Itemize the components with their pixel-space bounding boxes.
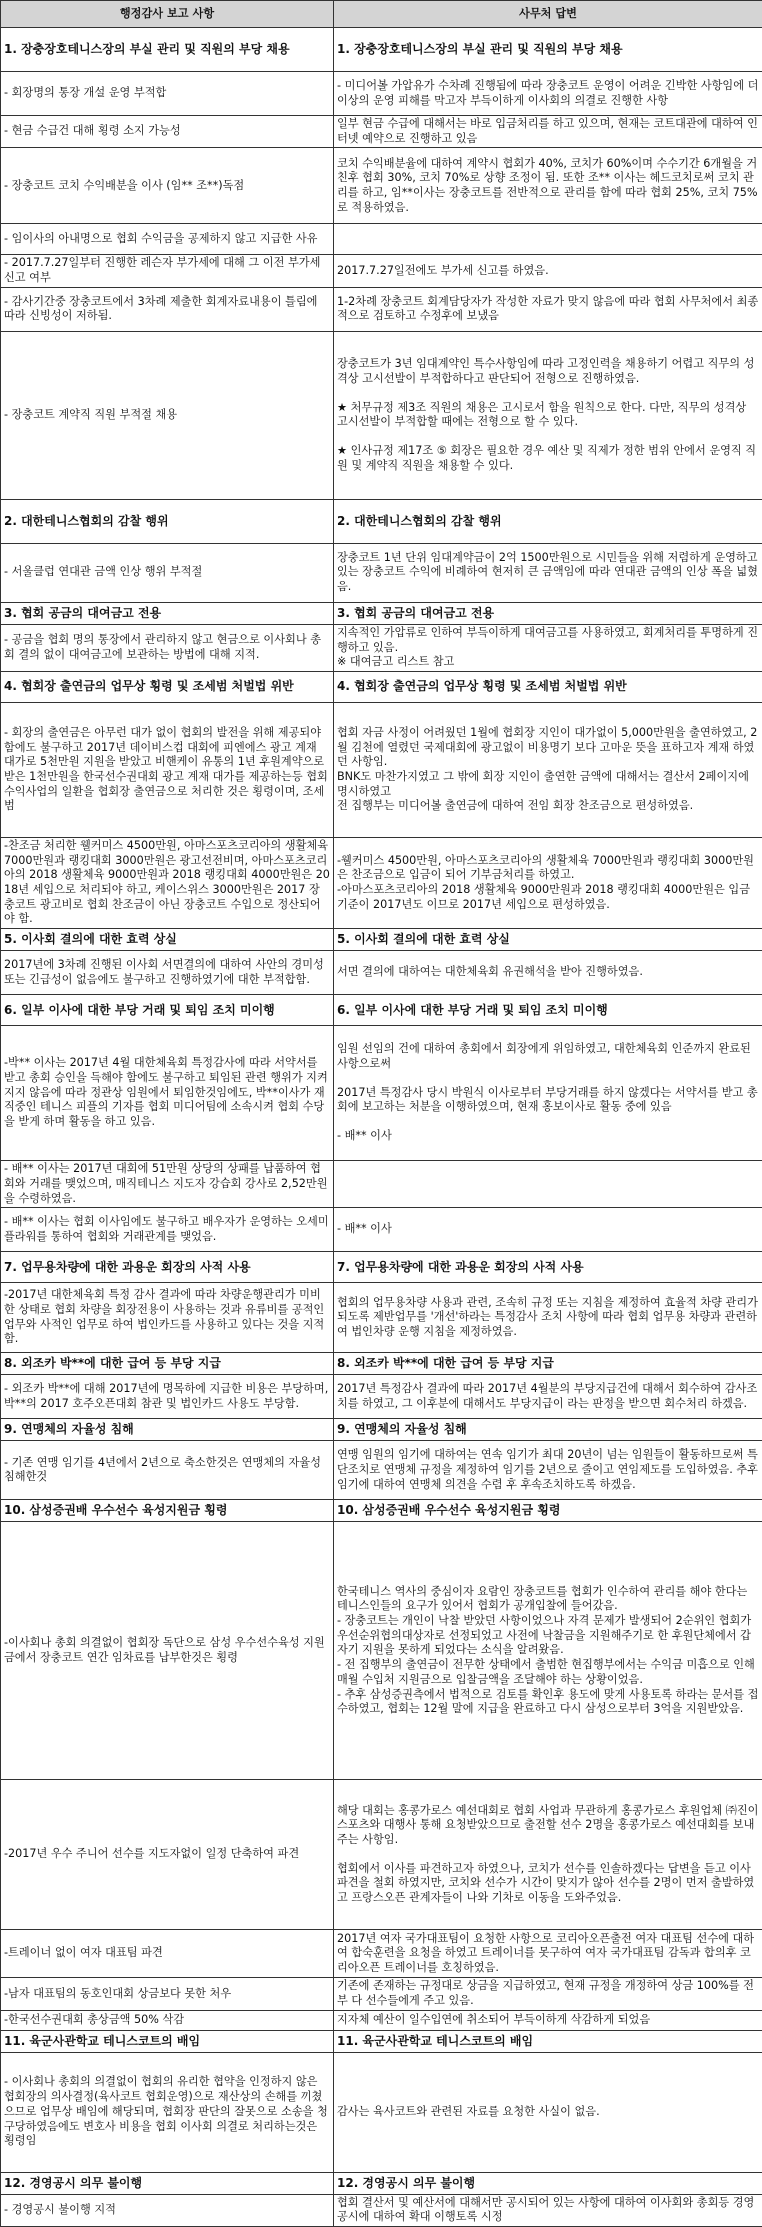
response-cell [334, 1283, 762, 1353]
response-text: 5. 이사회 결의에 대한 효력 상실 [337, 932, 759, 947]
table-row [1, 287, 762, 331]
audit-item-cell [1, 837, 334, 928]
response-cell [334, 331, 762, 499]
audit-item-cell [1, 148, 334, 224]
response-text: 협회 자금 사정이 어려웠던 1월에 협회장 지인이 대가없이 5,000만원을 출연하였고, 2월 김천에 열렸던 국제대회에 광고없이 비용명기 보다 고마운 뜻을 표하고자 계재 하였던 사항임. [337, 726, 759, 770]
response-cell [334, 2030, 762, 2052]
response-text: 8. 외조카 박**에 대한 급여 등 부당 지급 [337, 1356, 759, 1371]
response-cell [334, 116, 762, 148]
audit-item-text: - 배** 이사는 2017년 대회에 51만원 상당의 상패를 납품하여 협회와 거래를 맺었으며, 매직테니스 지도자 강습회 강사로 2,52만원을 수령하였음. [4, 1162, 330, 1206]
table-row [1, 72, 762, 116]
section-heading-row [1, 602, 762, 624]
table-row [1, 1441, 762, 1500]
response-text: 임원 선임의 건에 대하여 총회에서 회장에게 위임하였고, 대한체육회 인준까지 완료된 사항으로써 [337, 1042, 759, 1071]
response-text: 코치 수익배분율에 대하여 계약시 협회가 40%, 코치가 60%이며 수수기간 6개월을 거친후 협회 30%, 코치 70%로 상향 조정이 됨. 또한 조** 이사는 헤드코치로써 코치 관리를 하고, 임**이사는 장충코트를 전반적으로 관리를 함에 따라 협회 25%, 코치 75%로 적용하였음. [337, 157, 759, 216]
response-text: 장충코트가 3년 임대계약인 특수사항임에 따라 고정인력을 채용하기 어렵고 직무의 성격상 고시선발이 부적합하다고 판단되어 전형으로 진행하였음. [337, 357, 759, 386]
table-row [1, 1522, 762, 1780]
response-text: 지속적인 가압류로 인하여 부득이하게 대여금고를 사용하였고, 회계처리를 투명하게 진행하고 있음. [337, 626, 759, 655]
audit-item-text: 12. 경영공시 의무 불이행 [4, 2176, 330, 2191]
audit-item-text: -트레이너 없이 여자 대표팀 파견 [4, 1946, 330, 1961]
table-row [1, 116, 762, 148]
audit-item-text: - 공금을 협회 명의 통장에서 관리하지 않고 현금으로 이사회나 총회 결의 없이 대여금고에 보관하는 방법에 대해 지적. [4, 633, 330, 662]
section-heading-row [1, 28, 762, 72]
response-cell [334, 602, 762, 624]
audit-item-cell [1, 116, 334, 148]
response-text: 서면 결의에 대하여는 대한체육회 유권해석을 받아 진행하였음. [337, 965, 759, 980]
response-text: 12. 경영공시 의무 불이행 [337, 2176, 759, 2191]
audit-item-cell [1, 2030, 334, 2052]
response-cell [334, 995, 762, 1026]
response-cell [334, 951, 762, 995]
audit-item-cell [1, 671, 334, 702]
audit-item-text: 8. 외조카 박**에 대한 급여 등 부당 지급 [4, 1356, 330, 1371]
audit-item-cell [1, 1500, 334, 1522]
response-cell [334, 28, 762, 72]
response-text: 6. 일부 이사에 대한 부당 거래 및 퇴임 조치 미이행 [337, 1003, 759, 1018]
response-cell [334, 2052, 762, 2172]
audit-item-text: - 현금 수급건 대해 횡령 소지 가능성 [4, 124, 330, 139]
response-cell [334, 1252, 762, 1283]
audit-item-text: - 외조카 박**에 대해 2017년에 명목하에 지급한 비용은 부당하며, 박**의 2017 호주오픈대회 참관 및 법인카드 사용도 부당함. [4, 1382, 330, 1411]
audit-item-cell [1, 995, 334, 1026]
response-text: - 배** 이사 [337, 1129, 759, 1144]
section-heading-row [1, 1500, 762, 1522]
audit-item-cell [1, 1780, 334, 1930]
audit-item-cell [1, 1353, 334, 1375]
response-text: 지자체 예산이 일수입연에 취소되어 부득이하게 삭감하게 되었음 [337, 2013, 759, 2028]
response-text: 1. 장충장호테니스장의 부실 관리 및 직원의 부당 채용 [337, 42, 759, 57]
response-text: 협회 결산서 및 예산서에 대해서만 공시되어 있는 사항에 대하여 이사회와 총회등 경영공시에 대하여 확대 이행토록 시정 [337, 2196, 759, 2225]
response-text: ★ 인사규정 제17조 ⑤ 회장은 필요한 경우 예산 및 직제가 정한 범위 안에서 운영직 직원 및 계약직 직원을 채용할 수 있다. [337, 444, 759, 473]
audit-item-cell [1, 1208, 334, 1252]
audit-item-cell [1, 2052, 334, 2172]
audit-item-text: -찬조금 처리한 웰커미스 4500만원, 아마스포츠코리아의 생활체육 7000만원과 랭킹대회 3000만원은 광고선전비며, 아마스포츠코리아의 2018 생활체육 9000만원과 2018 랭킹대회 4000만원은 2018년 세입으로 처리되야 하고, 케이스위스 3000만원은 2017 장충코트 광고비로 협회 찬조금이 아닌 장충코트 수입으로 정산되어야 함. [4, 839, 330, 927]
response-text: 협회에서 이사를 파견하고자 하였으나, 코치가 선수를 인솔하겠다는 답변을 듣고 이사 파견을 철회 하였지만, 코치와 선수가 시간이 맞지가 않아 선수를 2명이 먼저 출발하였고 프랑스오픈 관계자들이 나와 기차로 이동을 도와주었음. [337, 1862, 759, 1906]
audit-item-text: - 회장의 출연금은 아무런 대가 없이 협회의 발전을 위해 제공되야 함에도 불구하고 2017년 데이비스컵 대회에 피엔에스 광고 계재 대가로 5천만원 지원을 받았고 비핸케이 유통의 1년 후원계약으로 받은 1천만원을 한국선수권대회 광고 계재 대가를 제공하는등 협회 수익사업의 일환을 협회장 출연금으로 처리한 것은 횡령이며, 조세범 [4, 726, 330, 814]
table-row [1, 1780, 762, 1930]
table-row [1, 1161, 762, 1208]
response-text: BNK도 마찬가지였고 그 밖에 회장 지인이 출연한 금액에 대해서는 결산서 2페이지에 명시하였고 [337, 770, 759, 799]
response-text: 2017년 특정감사 당시 박원식 이사로부터 부당거래를 하지 않겠다는 서약서를 받고 총회에 보고하는 처분을 이행하였으며, 현재 홍보이사로 활동 중에 있음 [337, 1086, 759, 1115]
audit-item-cell [1, 951, 334, 995]
response-cell [334, 2172, 762, 2194]
audit-item-cell [1, 224, 334, 255]
response-text: - 전 집행부의 출연금이 전무한 상태에서 출범한 현집행부에서는 수익금 미흡으로 인해 매월 수입처 지원금으로 입찰금액을 조달해야 하는 상황이었음. [337, 1658, 759, 1687]
section-heading-row [1, 499, 762, 543]
audit-item-text: -이사회나 총회 의결없이 협회장 독단으로 삼성 우수선수육성 지원금에서 장충코트 연간 임차료를 납부한것은 횡령 [4, 1636, 330, 1665]
audit-item-text: 1. 장충장호테니스장의 부실 관리 및 직원의 부당 채용 [4, 42, 330, 57]
response-cell [334, 1780, 762, 1930]
response-cell [334, 72, 762, 116]
response-cell [334, 702, 762, 837]
response-cell [334, 2194, 762, 2226]
section-heading-row [1, 1353, 762, 1375]
response-text: 감사는 육사코트와 관련된 자료를 요청한 사실이 없음. [337, 2105, 759, 2120]
audit-item-text: 10. 삼성증권배 우수선수 육성지원금 횡령 [4, 1503, 330, 1518]
audit-item-cell [1, 72, 334, 116]
response-text: 한국테니스 역사의 중심이자 요람인 장충코트를 협회가 인수하여 관리를 해야 한다는 테니스인들의 요구가 있어서 협회가 공개입찰에 들어갔음. [337, 1585, 759, 1614]
audit-item-text: - 배** 이사는 협회 이사임에도 불구하고 배우자가 운영하는 오세미 플라워를 통하여 협회와 거래관계를 맺었음. [4, 1215, 330, 1244]
section-heading-row [1, 1419, 762, 1441]
audit-item-text: 9. 연맹체의 자율성 침해 [4, 1422, 330, 1437]
audit-item-cell [1, 2194, 334, 2226]
response-cell [334, 255, 762, 287]
table-row [1, 2194, 762, 2226]
response-text: -아마스포츠코리아의 2018 생활체육 9000만원과 2018 랭킹대회 4000만원은 입금 기준이 2017년도 이므로 2017년 세입으로 편성하였음. [337, 883, 759, 912]
table-row [1, 1375, 762, 1419]
response-cell [334, 929, 762, 951]
response-cell [334, 837, 762, 928]
table-row [1, 1208, 762, 1252]
table-row [1, 543, 762, 602]
audit-item-text: - 임이사의 아내명으로 협회 수익금을 공제하지 않고 지급한 사유 [4, 232, 330, 247]
table-row [1, 1026, 762, 1161]
response-cell [334, 499, 762, 543]
table-row [1, 331, 762, 499]
table-row [1, 624, 762, 671]
response-text: 2017.7.27일전에도 부가세 신고를 하였음. [337, 264, 759, 279]
table-body [1, 28, 762, 2227]
response-cell [334, 2010, 762, 2030]
audit-item-cell [1, 1930, 334, 1978]
section-heading-row [1, 2172, 762, 2194]
audit-item-text: - 2017.7.27일부터 진행한 레슨자 부가세에 대해 그 이전 부가세 신고 여부 [4, 256, 330, 285]
column-header-audit-items: 행정감사 보고 사항 [1, 1, 334, 28]
response-text: - 장충코트는 개인이 낙찰 받았던 사항이었으나 자격 문제가 발생되어 2순위인 협회가 우선순위협의대상자로 선정되었고 사전에 낙찰금을 지원해주기로 한 후원단체에서 갑자기 지원을 못하게 되었다는 소식을 알려왔음. [337, 1614, 759, 1658]
response-cell [334, 1441, 762, 1500]
audit-item-cell [1, 702, 334, 837]
audit-item-cell [1, 1161, 334, 1208]
table-row [1, 1930, 762, 1978]
response-cell [334, 624, 762, 671]
audit-item-text: - 감사기간중 장충코트에서 3차례 제출한 회계자료내용이 틀림에 따라 신빙성이 저하됨. [4, 295, 330, 324]
table-row [1, 1978, 762, 2010]
audit-item-cell [1, 1252, 334, 1283]
response-text: 전 집행부는 미디어볼 출연금에 대하여 전임 회장 찬조금으로 편성하였음. [337, 799, 759, 814]
audit-item-cell [1, 499, 334, 543]
response-text: 해당 대회는 홍콩가로스 예선대회로 협회 사업과 무관하게 홍콩가로스 후원업체 ㈜진이 스포츠와 대행사 통해 요청받았으므로 출전할 선수 2명을 홍콩가로스 예선대회를 보내주는 사항임. [337, 1804, 759, 1848]
audit-item-cell [1, 543, 334, 602]
audit-item-text: 3. 협회 공금의 대여금고 전용 [4, 606, 330, 621]
response-cell [334, 1353, 762, 1375]
response-text: - 배** 이사 [337, 1222, 759, 1237]
response-cell [334, 1161, 762, 1208]
audit-item-text: - 장충코트 계약직 직원 부적절 채용 [4, 408, 330, 423]
table-row [1, 951, 762, 995]
audit-item-cell [1, 331, 334, 499]
audit-item-text: - 이사회나 총회의 의결없이 협회의 유리한 협약을 인정하지 않은 협회장의 의사결정(육사코트 협회운영)으로 재산상의 손해를 끼쳤으므로 업무상 배임에 해당되며, 협회장 판단의 잘못으로 소송을 청구당하였음에도 변호사 비용을 협회 이사회 의결로 처리하는것은 횡령임 [4, 2075, 330, 2149]
response-text: 2017년 특정감사 결과에 따라 2017년 4월분의 부당지급건에 대해서 회수하여 감사조치를 하였고, 그 이후분에 대해서도 부당지급이 라는 판정을 받으면 회수처리 하겠음. [337, 1382, 759, 1411]
audit-item-text: -한국선수권대회 총상금액 50% 삭감 [4, 2013, 330, 2028]
audit-item-text: -남자 대표팀의 동호인대회 상금보다 못한 처우 [4, 1987, 330, 2002]
audit-item-cell [1, 255, 334, 287]
audit-item-cell [1, 28, 334, 72]
audit-item-cell [1, 1441, 334, 1500]
audit-item-text: 2017년에 3차례 진행된 이사회 서면결의에 대하여 사안의 경미성 또는 긴급성이 없음에도 불구하고 진행하였기에 대한 부적합함. [4, 958, 330, 987]
table-row [1, 255, 762, 287]
audit-item-text: 7. 업무용차량에 대한 과용운 회장의 사적 사용 [4, 1260, 330, 1275]
audit-item-text: 6. 일부 이사에 대한 부당 거래 및 퇴임 조치 미이행 [4, 1003, 330, 1018]
section-heading-row [1, 995, 762, 1026]
audit-item-cell [1, 1522, 334, 1780]
audit-item-text: 11. 육군사관학교 테니스코트의 배임 [4, 2034, 330, 2049]
response-text: 9. 연맹체의 자율성 침해 [337, 1422, 759, 1437]
response-text: 3. 협회 공금의 대여금고 전용 [337, 606, 759, 621]
audit-item-cell [1, 1283, 334, 1353]
audit-item-cell [1, 624, 334, 671]
audit-item-cell [1, 2172, 334, 2194]
table-row [1, 1283, 762, 1353]
response-cell [334, 671, 762, 702]
response-text: 장충코트 1년 단위 임대계약금이 2억 1500만원으로 시민들을 위해 저렴하게 운영하고 있는 장충코트 수익에 비례하여 현저히 큰 금액임에 따라 연대관 금액의 인상 폭을 넓혔음. [337, 551, 759, 595]
response-cell [334, 287, 762, 331]
response-text: 2. 대한테니스협회의 감찰 행위 [337, 514, 759, 529]
section-heading-row [1, 671, 762, 702]
response-text: ※ 대여금고 리스트 참고 [337, 655, 759, 670]
response-cell [334, 1026, 762, 1161]
response-text: 일부 현금 수급에 대해서는 바로 입금처리를 하고 있으며, 현재는 코트대관에 대하여 인터넷 예약으로 진행하고 있음 [337, 117, 759, 146]
audit-item-text: -2017년 대한체육회 특정 감사 결과에 따라 차량운행관리가 미비한 상태로 협회 차량을 회장전용이 사용하는 것과 유류비를 공적인 업무와 사적인 업무로 하여 법인카드를 사용하고 있다는 것을 지적함. [4, 1288, 330, 1347]
audit-item-cell [1, 1419, 334, 1441]
response-text: 11. 육군사관학교 테니스코트의 배임 [337, 2034, 759, 2049]
section-heading-row [1, 2030, 762, 2052]
audit-item-text: 4. 협회장 출연금의 업무상 횡령 및 조세범 처벌법 위반 [4, 679, 330, 694]
response-cell [334, 1208, 762, 1252]
audit-item-cell [1, 287, 334, 331]
response-text: 2017년 여자 국가대표팀이 요청한 사항으로 코리아오픈출전 여자 대표팀 선수에 대하여 합숙훈련을 요청을 하였고 트레이너를 못구하여 여자 국가대표팀 감독과 합의후 코리아오픈 트레이너를 호칭하였음. [337, 1932, 759, 1976]
table-row [1, 837, 762, 928]
response-cell [334, 1375, 762, 1419]
response-cell [334, 1930, 762, 1978]
response-cell [334, 543, 762, 602]
response-text: - 미디어볼 가압유가 수차례 진행됨에 따라 장충코트 운영이 어려운 긴박한 사항임에 더 이상의 운영 피해를 막고자 부득이하게 이사회의 의결로 진행한 사항 [337, 79, 759, 108]
audit-item-cell [1, 602, 334, 624]
response-text: 4. 협회장 출연금의 업무상 횡령 및 조세범 처벌법 위반 [337, 679, 759, 694]
response-text: 연맹 임원의 임기에 대하여는 연속 임기가 최대 20년이 넘는 임원들이 활동하므로써 특단조치로 연맹체 규정을 제정하여 임기를 2년으로 줄이고 연임제도를 도입하였음. 추후 임기에 대하여 연맹체 의견을 수렴 후 후속조치하도록 하겠음. [337, 1448, 759, 1492]
audit-item-text: - 장충코트 코치 수익배분을 이사 (임** 조**)독점 [4, 179, 330, 194]
audit-item-cell [1, 1026, 334, 1161]
audit-item-text: - 경영공시 불이행 지적 [4, 2203, 330, 2218]
table-row [1, 148, 762, 224]
section-heading-row [1, 929, 762, 951]
column-header-secretariat-response: 사무처 답변 [334, 1, 762, 28]
table-row [1, 702, 762, 837]
response-cell [334, 1522, 762, 1780]
section-heading-row [1, 1252, 762, 1283]
audit-item-text: 2. 대한테니스협회의 감찰 행위 [4, 514, 330, 529]
response-cell [334, 1419, 762, 1441]
audit-item-cell [1, 1978, 334, 2010]
response-text: 10. 삼성증권배 우수선수 육성지원금 횡령 [337, 1503, 759, 1518]
response-text: -웰커미스 4500만원, 아마스포츠코리아의 생활체육 7000만원과 랭킹대회 3000만원은 찬조금으로 입금이 되어 기부금처리를 하였고. [337, 854, 759, 883]
table-row [1, 2010, 762, 2030]
response-text: 협회의 업무용차량 사용과 관련, 조속히 규정 또는 지침을 제정하여 효율적 차량 관리가 되도록 제반업무를 '개선'하라는 특정감사 조치 사항에 따라 협회 업무용 차량과 관련하여 법인차량 운행 지침을 제정하였음. [337, 1296, 759, 1340]
audit-item-text: - 서울클럽 연대관 금액 인상 행위 부적절 [4, 565, 330, 580]
table-row [1, 2052, 762, 2172]
audit-item-text: - 기존 연맹 임기를 4년에서 2년으로 축소한것은 연맹체의 자율성 침해한것 [4, 1456, 330, 1485]
audit-item-cell [1, 1375, 334, 1419]
response-text: 기존에 존재하는 규정대로 상금을 지급하였고, 현재 규정을 개정하여 상금 100%를 전부 다 선수들에게 주고 있음. [337, 1979, 759, 2008]
response-text: 1-2차례 장충코트 회계담당자가 작성한 자료가 맞지 않음에 따라 협회 사무처에서 최종적으로 검토하고 수정후에 보냈음 [337, 295, 759, 324]
table-header-row [1, 1, 762, 28]
response-cell [334, 1978, 762, 2010]
audit-item-text: -박** 이사는 2017년 4월 대한체육회 특정감사에 따라 서약서를 받고 총회 승인을 득해야 함에도 불구하고 퇴임된 관련 행위가 지켜지지 않음에 따라 정관상 임원에서 퇴임한것임에도, 박**이사가 재직중인 테니스 피플의 기자를 협회 미디어팀에 소속시켜 협회 수당을 받게 하며 활동을 하고 있음. [4, 1056, 330, 1130]
response-cell [334, 1500, 762, 1522]
response-text: - 추후 삼성증권측에서 법적으로 검토를 확인후 용도에 맞게 사용토록 하라는 문서를 접수하였고, 협회는 12월 말에 지급을 완료하고 다시 삼성으로부터 3억을 지원받았음. [337, 1688, 759, 1717]
response-cell [334, 148, 762, 224]
audit-item-text: -2017년 우수 주니어 선수를 지도자없이 일정 단축하여 파견 [4, 1847, 330, 1862]
audit-item-cell [1, 2010, 334, 2030]
audit-item-text: 5. 이사회 결의에 대한 효력 상실 [4, 932, 330, 947]
response-cell [334, 224, 762, 255]
audit-item-text: - 회장명의 통장 개설 운영 부적합 [4, 86, 330, 101]
audit-item-cell [1, 929, 334, 951]
table-row [1, 224, 762, 255]
response-text: 7. 업무용차량에 대한 과용운 회장의 사적 사용 [337, 1260, 759, 1275]
response-text: ★ 처무규정 제3조 직원의 채용은 고시로서 함을 원칙으로 한다. 다만, 직무의 성격상 고시선발이 부적합할 때에는 전형으로 할 수 있다. [337, 401, 759, 430]
